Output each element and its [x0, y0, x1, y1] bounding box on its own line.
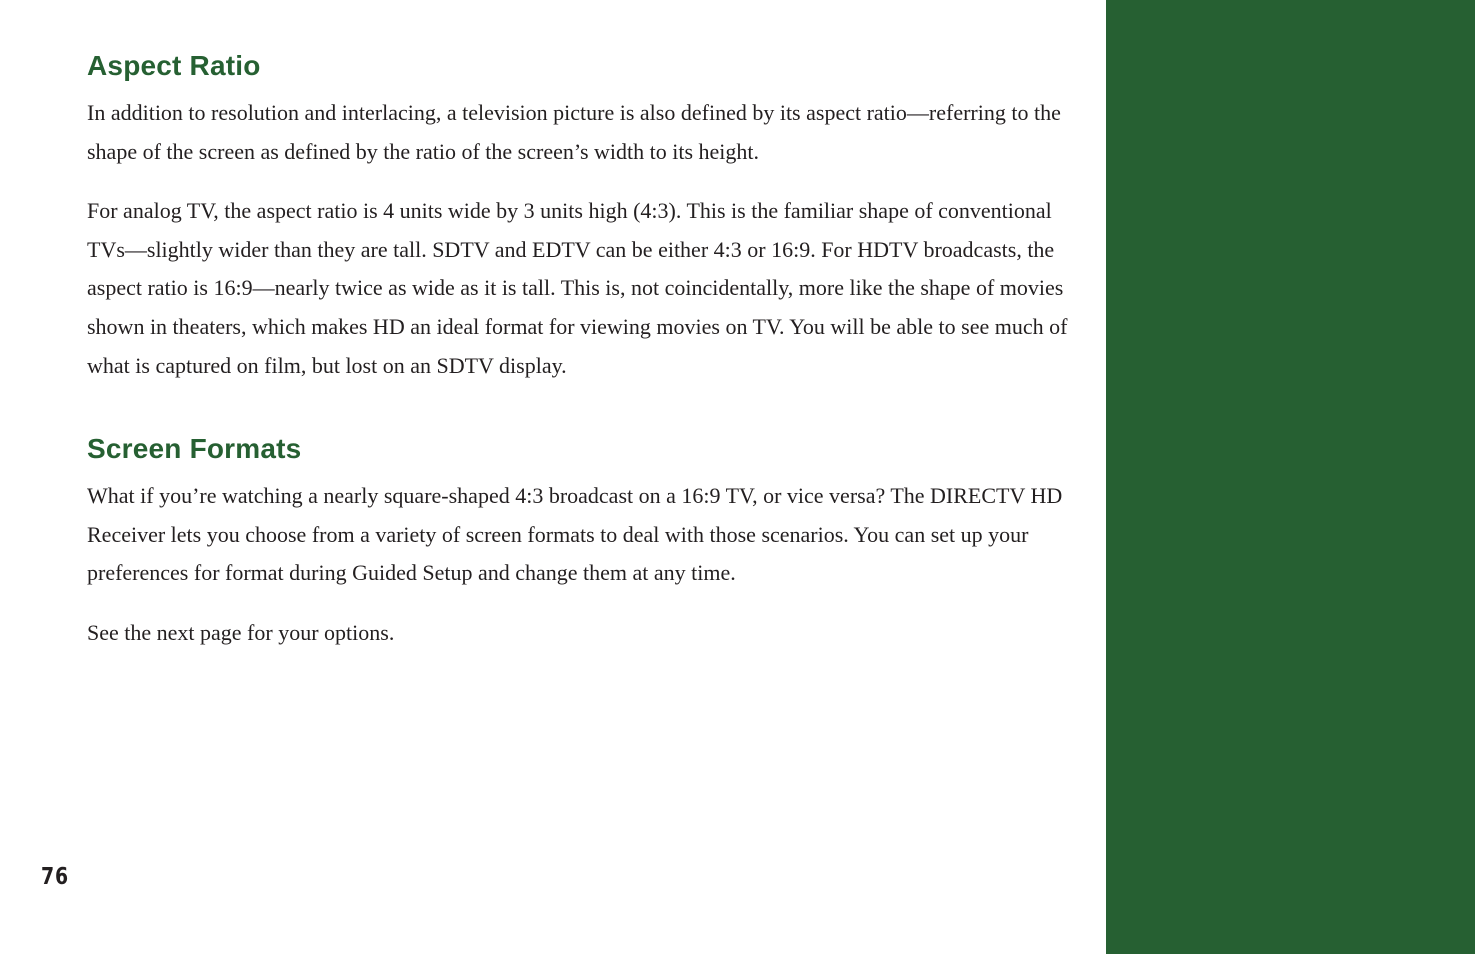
paragraph-aspect-ratio-intro: In addition to resolution and interlacing, a television picture is also defined by its aspect ratio—referring to the shape of the screen as defined by the ratio of the screen’s width to its height. — [87, 100, 1061, 164]
green-side-panel — [1106, 0, 1475, 954]
section-aspect-ratio — [87, 46, 1087, 385]
section-heading-aspect-ratio: Aspect Ratio — [87, 50, 261, 81]
section-heading-screen-formats: Screen Formats — [87, 433, 302, 465]
paragraph-aspect-ratio-details: For analog TV, the aspect ratio is 4 units wide by 3 units high (4:3). This is the familiar shape of conventional TVs—slightly wider than they are tall. SDTV and EDTV can be either 4:3 or 16:9. For HDTV broadcasts, the aspect ratio is 16:9—nearly twice as wide as it is tall. This is, not coincidentally, more like the shape of movies shown in theaters, which makes HD an ideal format for viewing movies on TV. You will be able to see much of what is captured on film, but lost on an SDTV display. — [87, 198, 1068, 378]
paragraph-screen-formats-next: See the next page for your options. — [87, 619, 395, 645]
section-screen-formats — [87, 429, 1087, 652]
page-number: 76 — [41, 864, 69, 890]
page-content — [87, 46, 1087, 674]
section-spacer — [87, 406, 1087, 429]
paragraph-screen-formats-intro: What if you’re watching a nearly square-shaped 4:3 broadcast on a 16:9 TV, or vice versa? The DIRECTV HD Receiver lets you choose from a variety of screen formats to deal with those scenarios. You can set up your preferences for format during Guided Setup and change them at any time. — [87, 483, 1063, 586]
